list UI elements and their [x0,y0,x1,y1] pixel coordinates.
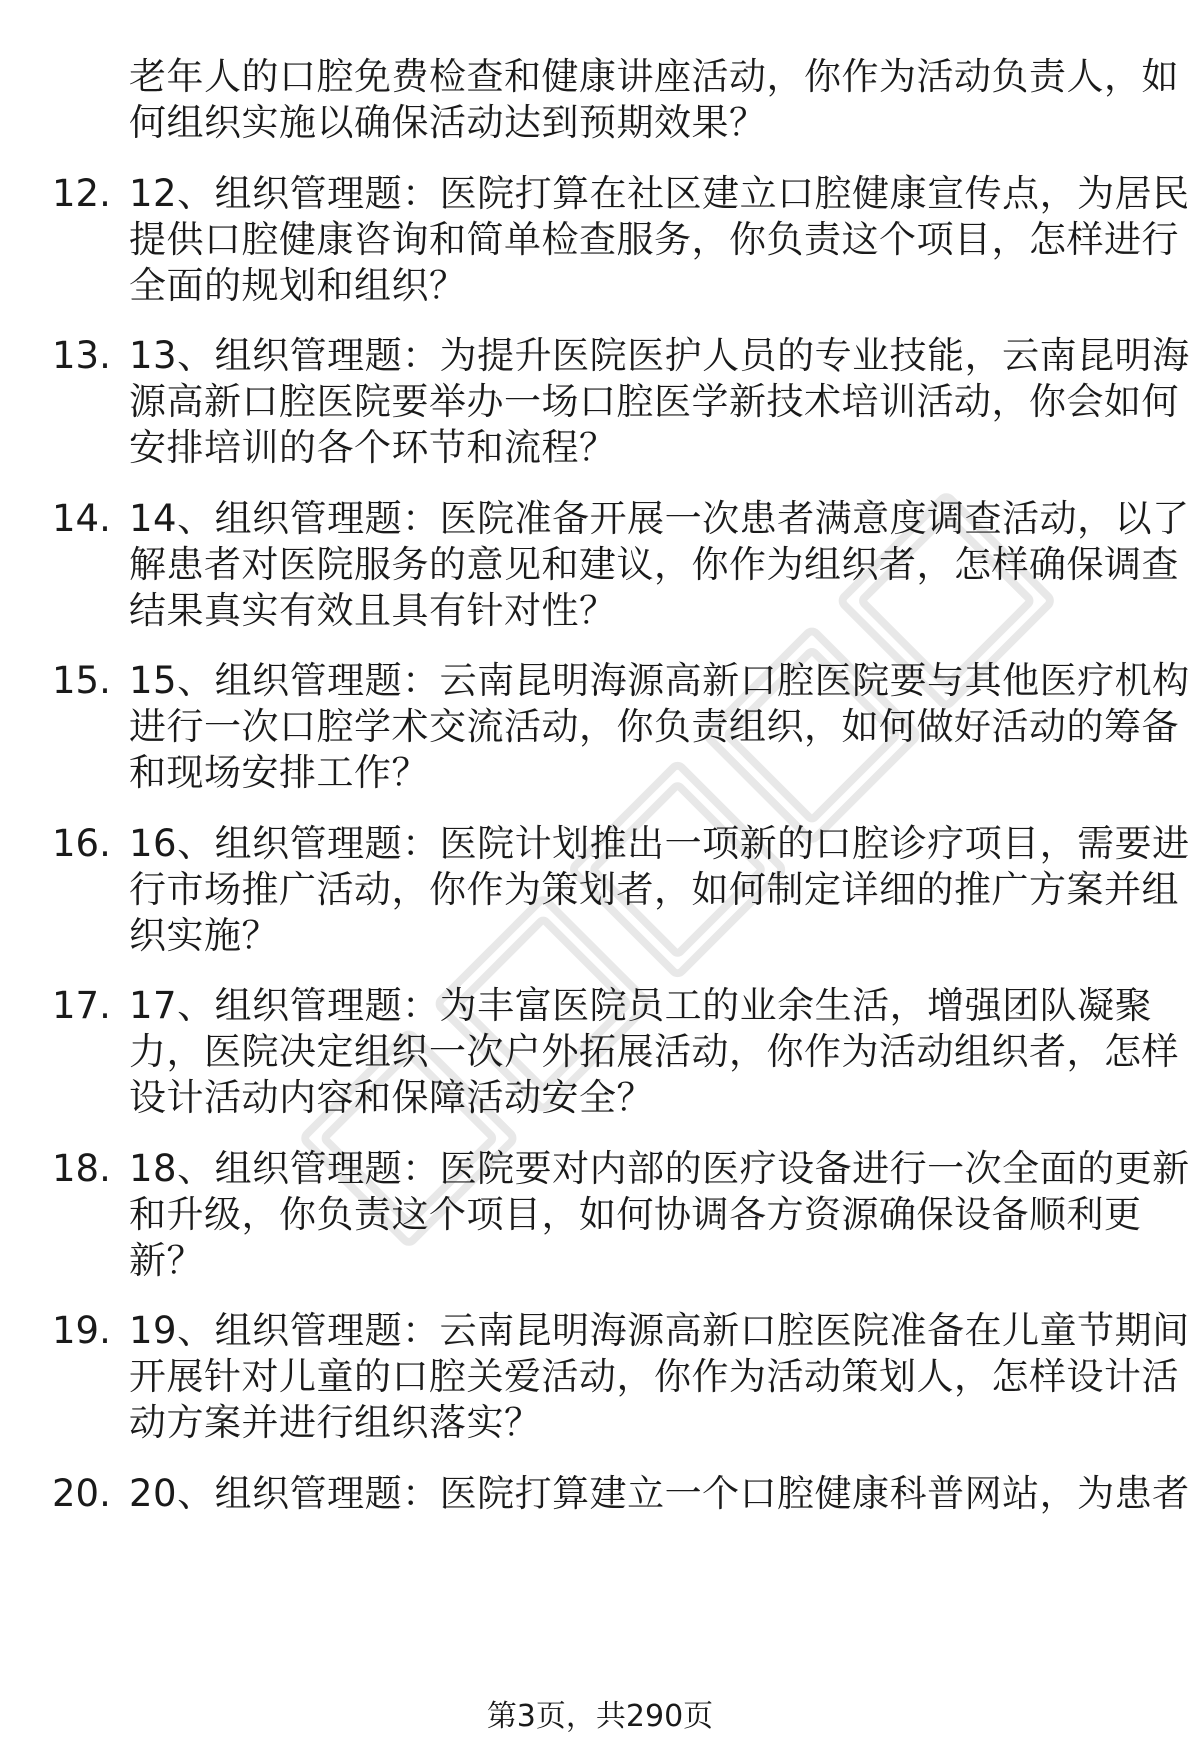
question-line: 17、组织管理题：为丰富医院员工的业余生活，增强团队凝聚 [129,984,1153,1027]
question-line: 20、组织管理题：医院打算建立一个口腔健康科普网站，为患者 [129,1472,1190,1515]
list-number: 12. [52,172,111,215]
question-line: 和现场安排工作？ [129,751,429,794]
question-line: 设计活动内容和保障活动安全？ [129,1076,654,1119]
list-number: 20. [52,1472,111,1515]
question-line: 安排培训的各个环节和流程？ [129,426,617,469]
question-line: 进行一次口腔学术交流活动，你负责组织，如何做好活动的筹备 [129,705,1179,748]
continuation-line: 何组织实施以确保活动达到预期效果？ [129,101,767,144]
list-number: 16. [52,822,111,865]
question-line: 行市场推广活动，你作为策划者，如何制定详细的推广方案并组 [129,868,1179,911]
question-line: 13、组织管理题：为提升医院医护人员的专业技能，云南昆明海 [129,334,1190,377]
list-number: 14. [52,497,111,540]
question-line: 解患者对医院服务的意见和建议，你作为组织者，怎样确保调查 [129,543,1179,586]
list-number: 17. [52,984,111,1027]
question-line: 动方案并进行组织落实？ [129,1401,542,1444]
question-line: 16、组织管理题：医院计划推出一项新的口腔诊疗项目，需要进 [129,822,1190,865]
question-line: 18、组织管理题：医院要对内部的医疗设备进行一次全面的更新 [129,1147,1190,1190]
question-line: 12、组织管理题：医院打算在社区建立口腔健康宣传点，为居民 [129,172,1190,215]
question-line: 源高新口腔医院要举办一场口腔医学新技术培训活动，你会如何 [129,380,1179,423]
list-number: 15. [52,659,111,702]
question-line: 提供口腔健康咨询和简单检查服务，你负责这个项目，怎样进行 [129,218,1179,261]
list-number: 19. [52,1309,111,1352]
question-line: 全面的规划和组织？ [129,264,467,307]
list-number: 13. [52,334,111,377]
question-line: 和升级，你负责这个项目，如何协调各方资源确保设备顺利更 [129,1193,1142,1236]
question-line: 新？ [129,1239,204,1282]
page-footer: 第3页，共290页 [486,1699,714,1734]
question-line: 19、组织管理题：云南昆明海源高新口腔医院准备在儿童节期间 [129,1309,1190,1352]
list-number: 18. [52,1147,111,1190]
question-line: 力，医院决定组织一次户外拓展活动，你作为活动组织者，怎样 [129,1030,1179,1073]
question-line: 结果真实有效且具有针对性？ [129,589,617,632]
question-line: 15、组织管理题：云南昆明海源高新口腔医院要与其他医疗机构 [129,659,1190,702]
continuation-line: 老年人的口腔免费检查和健康讲座活动，你作为活动负责人，如 [129,55,1179,98]
question-line: 14、组织管理题：医院准备开展一次患者满意度调查活动，以了 [129,497,1190,540]
question-line: 织实施？ [129,914,279,957]
question-line: 开展针对儿童的口腔关爱活动，你作为活动策划人，怎样设计活 [129,1355,1179,1398]
